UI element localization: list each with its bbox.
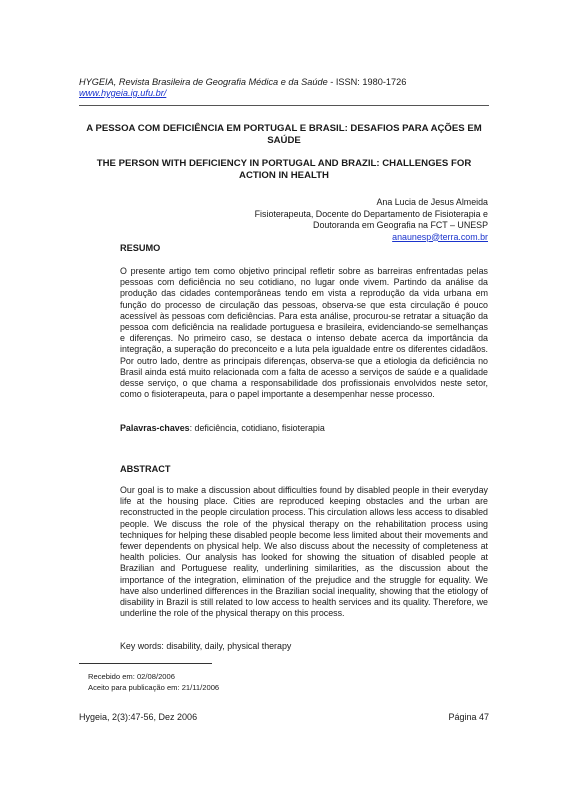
journal-url-link[interactable]: www.hygeia.ig.ufu.br/ — [79, 88, 167, 98]
footer-page-number: Página 47 — [448, 712, 489, 722]
keywords-values: : deficiência, cotidiano, fisioterapia — [189, 423, 325, 433]
author-affiliation-line-2: Doutoranda em Geografia na FCT – UNESP — [313, 220, 488, 230]
header-divider — [79, 105, 489, 106]
title-portuguese: A PESSOA COM DEFICIÊNCIA EM PORTUGAL E BRASIL: DESAFIOS PARA AÇÕES EM SAÚDE — [86, 123, 482, 146]
footer-citation: Hygeia, 2(3):47-56, Dez 2006 — [79, 712, 198, 722]
footnote-received: Recebido em: 02/08/2006 — [88, 672, 175, 681]
footnotes — [88, 672, 219, 693]
resumo-keywords — [120, 423, 325, 433]
keywords-label: Palavras-chaves — [120, 423, 190, 433]
footnote-accepted: Aceito para publicação em: 21/11/2006 — [88, 682, 220, 692]
resumo-text: O presente artigo tem como objetivo principal refletir sobre as barreiras enfrentadas pelas pessoas com deficiência no seu cotidiano, no lugar onde vivem. Partindo da análise da produção das cidades contemporâneas tendo em vista a reprodução da vida urbana em função do processo de circulação das pessoas, observa-se que esta circulação é pouco acessível às pessoas com deficiências. Para esta análise, procurou-se retratar a situação da pessoa com deficiência na realidade portuguesa e brasileira, evidenciando-se semelhanças e diferenças. No primeiro caso, se destaca o intenso debate acerca da importância da integração, a superação do preconceito e a luta pela igualdade entre os diferentes cidadãos. Por outro lado, dentre as principais diferenças, observa-se que a etiologia da deficiência no Brasil ainda está muito relacionada com a falta de acesso a serviços de saúde e a qualidade desse serviço, o que chama a responsabilidade dos profissionais envolvidos neste setor, como o fisioterapeuta, para o papel importante a desempenhar nesse processo. — [120, 266, 488, 400]
abstract-keywords: Key words: disability, daily, physical therapy — [120, 641, 292, 651]
resumo-heading: RESUMO — [120, 243, 161, 253]
author-name: Ana Lucia de Jesus Almeida — [376, 197, 488, 207]
page-footer — [79, 712, 489, 722]
journal-name: HYGEIA, Revista Brasileira de Geografia Médica e da Saúde — [79, 77, 328, 87]
journal-issn: - ISSN: 1980-1726 — [327, 77, 407, 87]
footnote-divider — [79, 663, 212, 664]
author-affiliation-line-1: Fisioterapeuta, Docente do Departamento de Fisioterapia e — [254, 208, 488, 219]
author-email-link[interactable]: anaunesp@terra.com.br — [392, 231, 488, 242]
title-english: THE PERSON WITH DEFICIENCY IN PORTUGAL AND BRAZIL: CHALLENGES FOR ACTION IN HEALTH — [96, 158, 472, 181]
abstract-heading: ABSTRACT — [120, 464, 171, 474]
author-block — [168, 197, 488, 243]
abstract-text: Our goal is to make a discussion about difficulties found by disabled people in their everyday life at the housing place. Cities are reproduced keeping obstacles and the urban are reconstructed in the people circulation process. This circulation allows less access to disabled people. We discuss the role of the physical therapy on the rehabilitation process using techniques for helping these disabled people become less limited about their movements and fewer dependents on physical help. We also discuss about the necessity of completeness at health policies. Our analysis has looked for showing the situation of disabled people at Brazilian and Portuguese reality, underlining similarities, as the discussion about the importance of the integration, elimination of the prejudice and the struggle for equality. We have also underlined differences in the Brazilian social inequality, showing that the etiology of disability in Brazil is still related to low access to health services and its quality. Therefore, we underline the role of the physical therapy on this process. — [120, 485, 488, 619]
journal-header — [79, 77, 489, 99]
